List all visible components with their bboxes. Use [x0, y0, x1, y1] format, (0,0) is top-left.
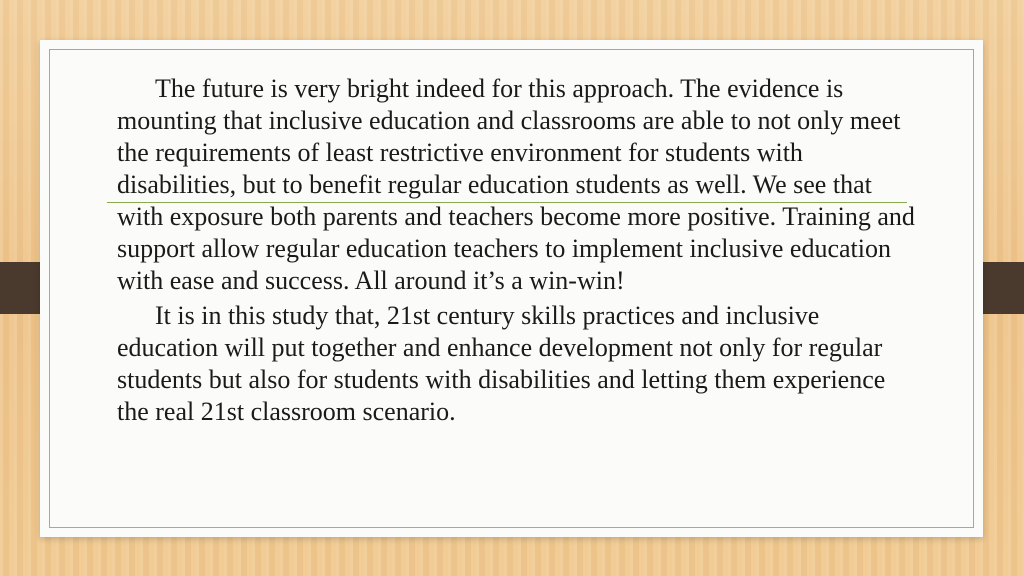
- body-text: [117, 73, 917, 428]
- paragraph-2: It is in this study that, 21st century skills practices and inclusive education will put together and enhance development not only for regular students but also for students with disabilities and letting them experience the real 21st classroom scenario.: [117, 301, 886, 426]
- paragraph-1: The future is very bright indeed for this approach. The evidence is mounting that inclusive education and classrooms are able to not only meet the requirements of least restrictive environment for students with disabilities, but to benefit regular education students as well. We see that with exposure both parents and teachers become more positive. Training and support allow regular education teachers to implement inclusive education with ease and success. All around it’s a win-win!: [117, 74, 915, 295]
